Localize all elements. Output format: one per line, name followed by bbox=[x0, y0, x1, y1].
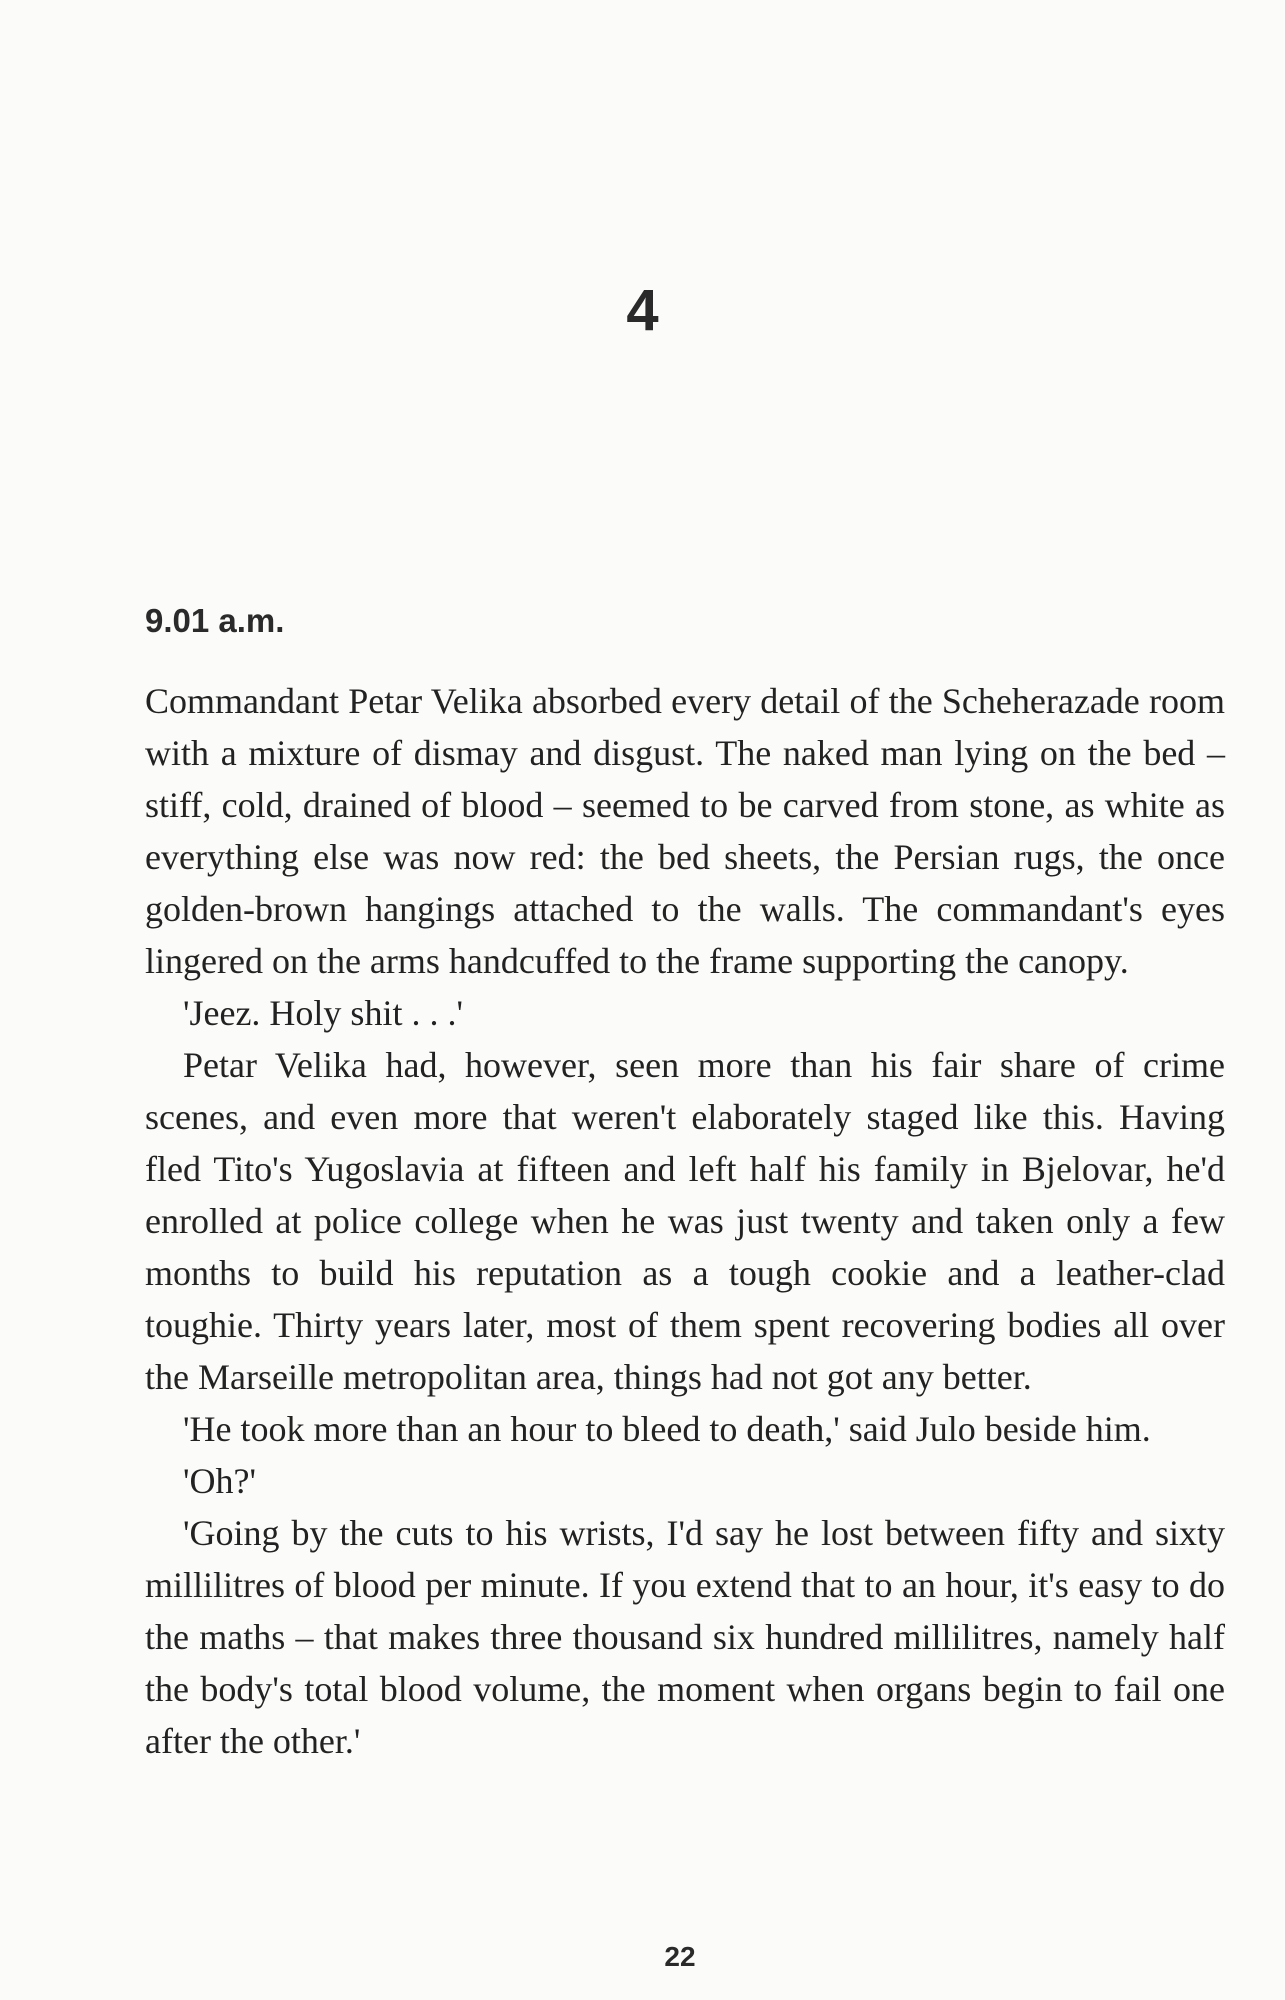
paragraph: 'Going by the cuts to his wrists, I'd say he lost between fifty and sixty millilitres of blood per minute. If you extend that to an hour, it's easy to do the maths – that makes three thousand six hundred millilitres, namely half the body's total blood volume, the moment when organs begin to fail one after the other.' bbox=[145, 1513, 1225, 1761]
body-text bbox=[145, 675, 1225, 1767]
paragraph: Commandant Petar Velika absorbed every detail of the Scheherazade room with a mixture of dismay and disgust. The naked man lying on the bed – stiff, cold, drained of blood – seemed to be carved from stone, as white as everything else was now red: the bed sheets, the Persian rugs, the once golden-brown hangings attached to the walls. The commandant's eyes lingered on the arms handcuffed to the frame supporting the canopy. bbox=[145, 681, 1225, 981]
page-number: 22 bbox=[664, 1941, 696, 1972]
paragraph: 'Jeez. Holy shit . . .' bbox=[183, 993, 463, 1033]
paragraph: 'He took more than an hour to bleed to death,' said Julo beside him. bbox=[183, 1409, 1151, 1449]
paragraph: Petar Velika had, however, seen more than his fair share of crime scenes, and even more that weren't elaborately staged like this. Having fled Tito's Yugoslavia at fifteen and left half his family in Bjelovar, he'd enrolled at police college when he was just twenty and taken only a few months to build his reputation as a tough cookie and a leather-clad toughie. Thirty years later, most of them spent recovering bodies all over the Marseille metropolitan area, things had not got any better. bbox=[145, 1045, 1225, 1397]
time-heading: 9.01 a.m. bbox=[145, 602, 285, 639]
chapter-number: 4 bbox=[626, 278, 659, 343]
paragraph: 'Oh?' bbox=[183, 1461, 256, 1501]
